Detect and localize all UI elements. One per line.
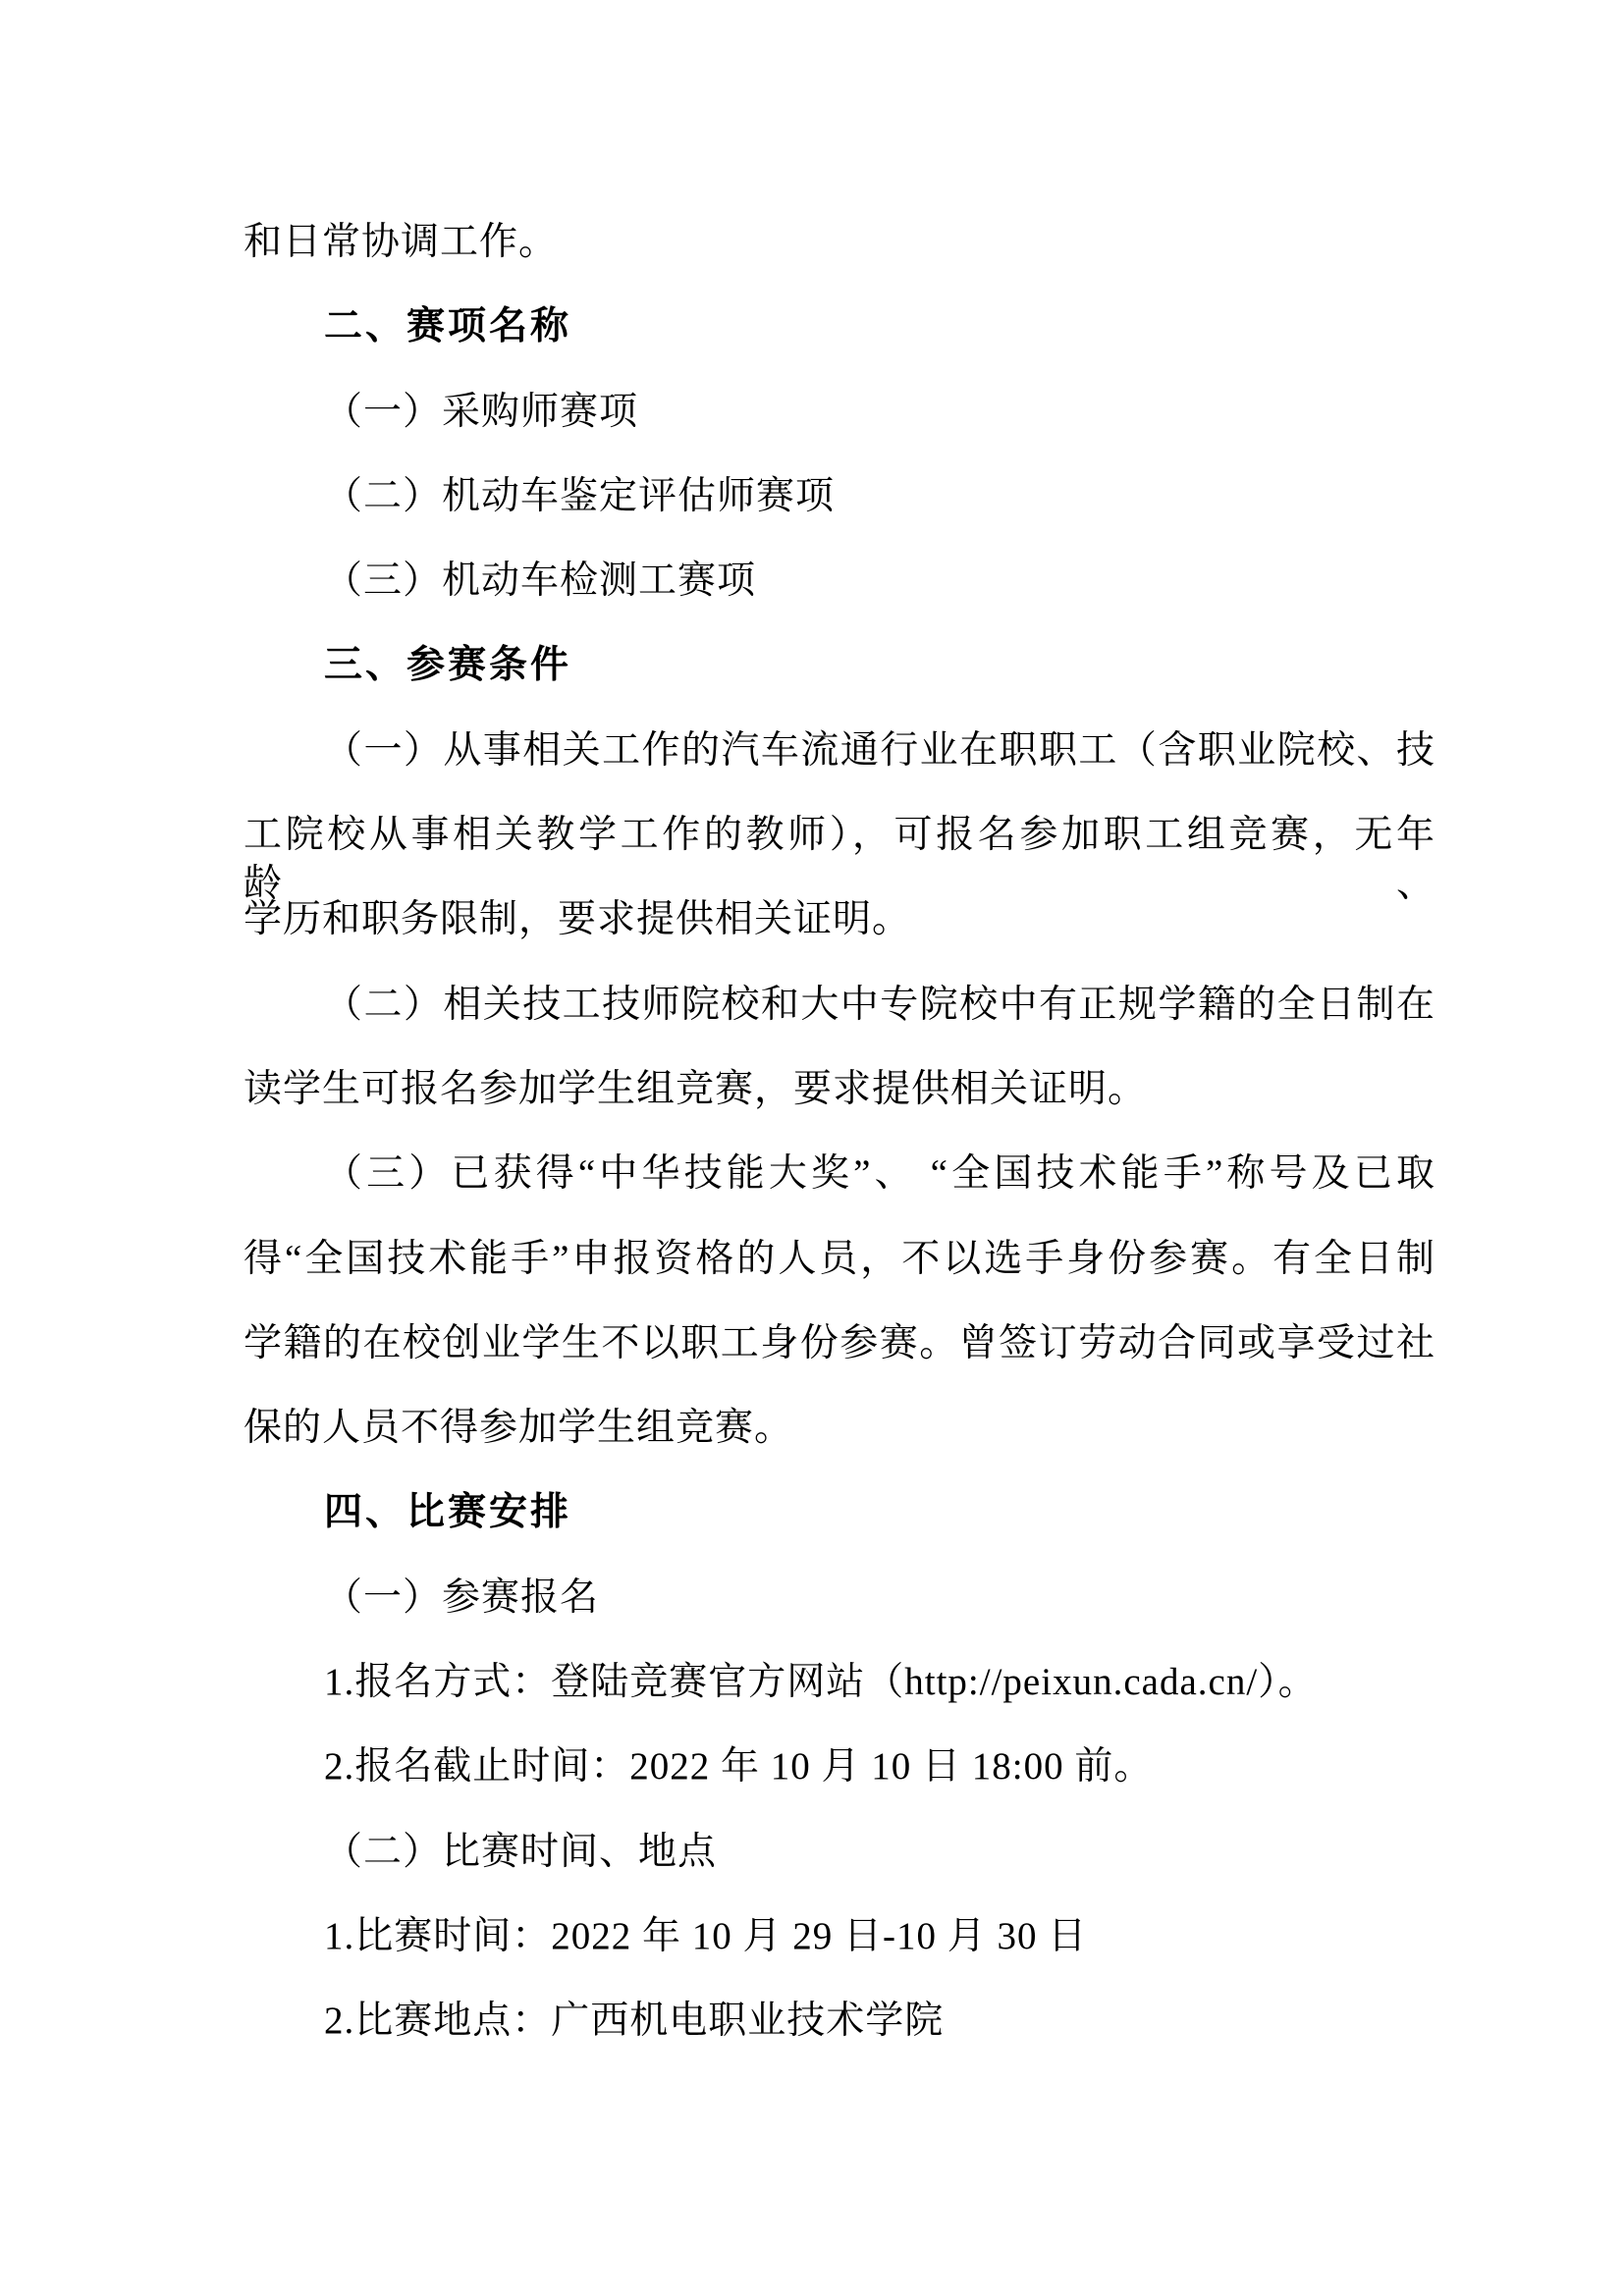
- section-heading: 二、赛项名称: [324, 305, 572, 348]
- text-line: 学籍的在校创业学生不以职工身份参赛。曾签订劳动合同或享受过社: [244, 1321, 1435, 1364]
- text-line: 读学生可报名参加学生组竞赛，要求提供相关证明。: [244, 1067, 1148, 1110]
- text-line: 得“全国技术能手”申报资格的人员，不以选手身份参赛。有全日制: [244, 1237, 1435, 1280]
- text-line: （一）从事相关工作的汽车流通行业在职职工（含职业院校、技: [324, 728, 1435, 772]
- text-line: （三）机动车检测工赛项: [324, 560, 757, 603]
- text-line: （二）相关技工技师院校和大中专院校中有正规学籍的全日制在: [324, 983, 1435, 1026]
- section-heading: 三、参赛条件: [324, 644, 572, 687]
- document-body: [244, 218, 1435, 2082]
- section-heading: 四、比赛安排: [324, 1491, 572, 1534]
- text-line: （二）比赛时间、地点: [324, 1830, 718, 1873]
- text-line: （二）机动车鉴定评估师赛项: [324, 474, 836, 517]
- text-line: （三）已获得“中华技能大奖”、 “全国技术能手”称号及已取: [324, 1152, 1435, 1196]
- text-line: 保的人员不得参加学生组竞赛。: [244, 1407, 794, 1450]
- text-line: 2.报名截止时间：2022 年 10 月 10 日 18:00 前。: [324, 1745, 1154, 1789]
- text-line: 工院校从事相关教学工作的教师），可报名参加职工组竞赛，无年龄、: [244, 814, 1435, 906]
- text-line: 学历和职务限制，要求提供相关证明。: [244, 898, 912, 941]
- text-line: 2.比赛地点：广西机电职业技术学院: [324, 2000, 945, 2043]
- text-line: 1.报名方式：登陆竞赛官方网站（http://peixun.cada.cn/）。: [324, 1661, 1318, 1704]
- text-line: 1.比赛时间：2022 年 10 月 29 日-10 月 30 日: [324, 1914, 1088, 1957]
- text-line: （一）参赛报名: [324, 1575, 600, 1619]
- text-line: （一）采购师赛项: [324, 390, 639, 433]
- text-line: 和日常协调工作。: [244, 221, 559, 263]
